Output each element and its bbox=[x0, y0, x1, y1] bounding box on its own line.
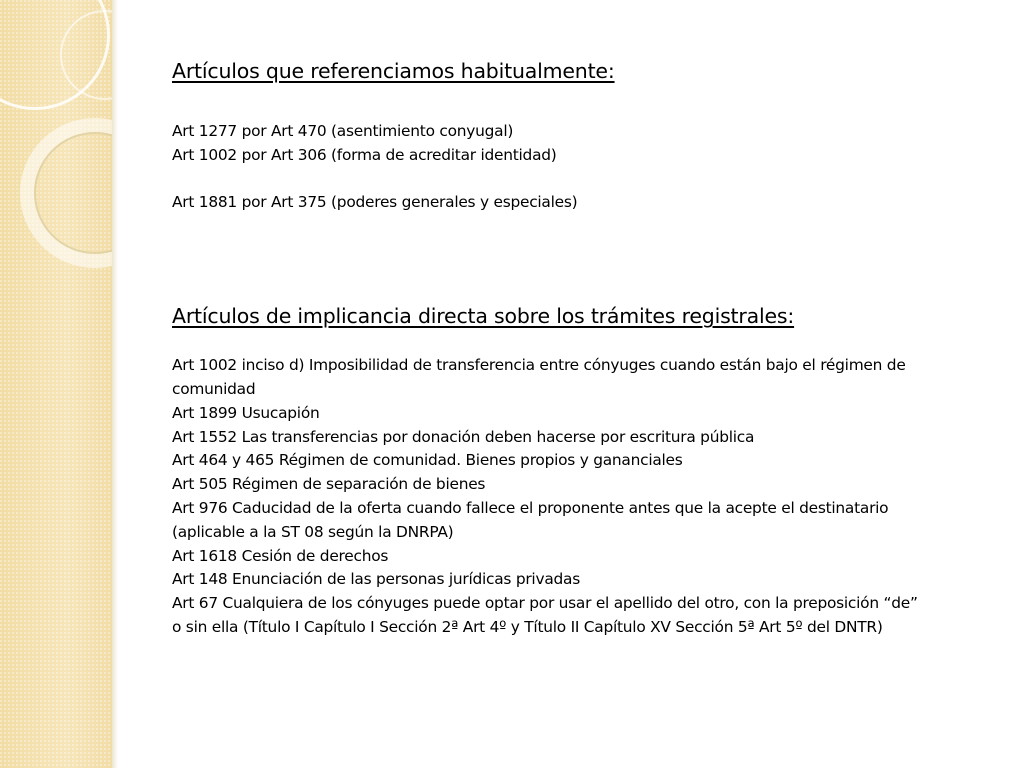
decorative-side-band bbox=[0, 0, 112, 768]
section-heading-registry-articles: Artículos de implicancia directa sobre los trámites registrales: bbox=[172, 304, 795, 329]
article-line: Art 1002 inciso d) Imposibilidad de transferencia entre cónyuges cuando están bajo el régimen de bbox=[172, 356, 906, 375]
slide-content bbox=[172, 56, 992, 640]
article-line: Art 464 y 465 Régimen de comunidad. Bienes propios y gananciales bbox=[172, 451, 683, 470]
article-line: Art 1899 Usucapión bbox=[172, 403, 320, 422]
article-line: Art 505 Régimen de separación de bienes bbox=[172, 475, 486, 494]
section-heading-referenced-articles: Artículos que referenciamos habitualmente: bbox=[172, 59, 615, 83]
article-line: Art 1552 Las transferencias por donación deben hacerse por escritura pública bbox=[172, 427, 755, 446]
article-line: Art 1277 por Art 470 (asentimiento conyugal) bbox=[172, 122, 514, 140]
article-line: Art 148 Enunciación de las personas jurídicas privadas bbox=[172, 570, 580, 589]
article-line: Art 1881 por Art 375 (poderes generales y especiales) bbox=[172, 193, 578, 212]
article-line: comunidad bbox=[172, 379, 256, 398]
article-line: o sin ella (Título I Capítulo I Sección 2ª Art 4º y Título II Capítulo XV Sección 5ª Art 5º del DNTR) bbox=[172, 617, 883, 636]
side-band-shadow bbox=[112, 0, 118, 768]
article-line: Art 67 Cualquiera de los cónyuges puede optar por usar el apellido del otro, con la preposición “de” bbox=[172, 594, 918, 613]
article-line: Art 1618 Cesión de derechos bbox=[172, 546, 389, 565]
article-line: (aplicable a la ST 08 según la DNRPA) bbox=[172, 522, 454, 541]
article-line: Art 976 Caducidad de la oferta cuando fallece el proponente antes que la acepte el destinatario bbox=[172, 498, 889, 517]
article-line: Art 1002 por Art 306 (forma de acreditar identidad) bbox=[172, 145, 557, 164]
